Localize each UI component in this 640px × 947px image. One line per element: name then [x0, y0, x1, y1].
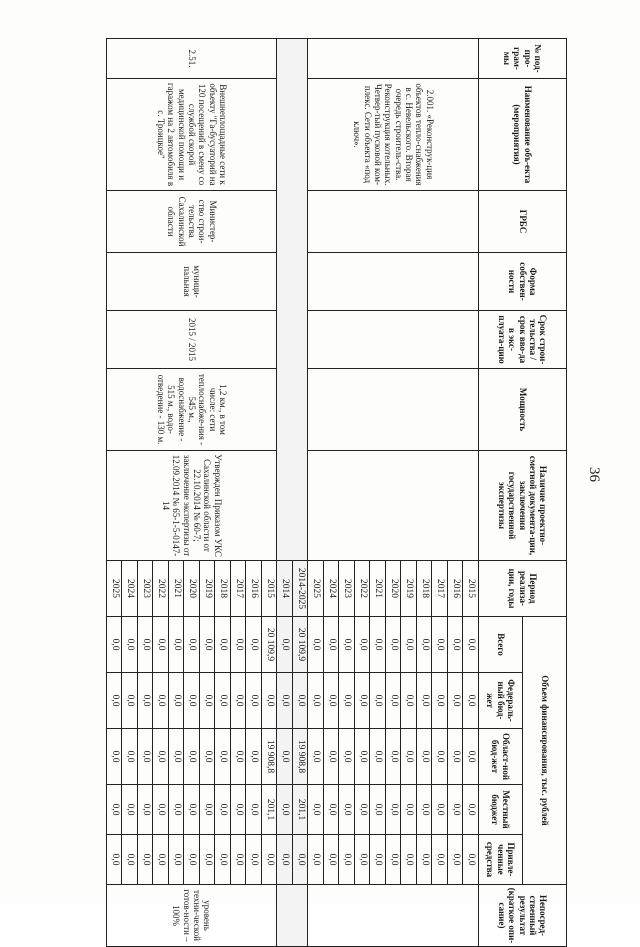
local-cell: 0,0	[324, 785, 340, 835]
period-cell: 2023	[138, 561, 154, 617]
local-cell: 0,0	[339, 785, 355, 835]
regional-cell: 19 908,8	[293, 729, 309, 785]
total-cell: 0,0	[246, 617, 262, 673]
period-cell: 2015	[262, 561, 278, 617]
local-cell: 0,0	[417, 785, 433, 835]
block2-num-cell: 2.51.	[107, 39, 278, 79]
local-cell: 0,0	[122, 785, 138, 835]
block2-term-cell: 2015 / 2015	[107, 311, 278, 369]
regional-cell: 0,0	[339, 729, 355, 785]
header-period: Период реализа-ции, годы	[479, 561, 567, 617]
local-cell: 0,0	[463, 785, 479, 835]
private-cell: 0,0	[386, 835, 402, 885]
regional-cell: 0,0	[308, 729, 324, 785]
local-cell: 0,0	[432, 785, 448, 835]
period-cell: 2017	[231, 561, 247, 617]
total-cell: 0,0	[231, 617, 247, 673]
total-cell: 0,0	[153, 617, 169, 673]
block1-empty-cell	[308, 451, 479, 561]
regional-cell: 0,0	[432, 729, 448, 785]
federal-cell: 0,0	[370, 673, 386, 729]
period-cell: 2017	[432, 561, 448, 617]
block1-empty-cell	[308, 253, 479, 311]
local-cell: 201,1	[293, 785, 309, 835]
local-cell: 0,0	[153, 785, 169, 835]
total-cell: 0,0	[107, 617, 123, 673]
period-cell: 2014-2025	[293, 561, 309, 617]
local-cell: 0,0	[231, 785, 247, 835]
private-cell: 0,0	[246, 835, 262, 885]
local-cell: 0,0	[355, 785, 371, 835]
private-cell: 0,0	[355, 835, 371, 885]
block1-empty-cell	[308, 191, 479, 253]
period-cell: 2024	[122, 561, 138, 617]
federal-cell: 0,0	[169, 673, 185, 729]
header-num: № под-про-грам-мы	[479, 39, 567, 79]
header-funding-group: Объем финансирования, тыс. рублей	[523, 617, 567, 885]
local-cell: 0,0	[308, 785, 324, 835]
block1-empty-cell	[308, 369, 479, 451]
block1-empty-cell	[308, 311, 479, 369]
total-cell: 0,0	[463, 617, 479, 673]
private-cell: 0,0	[448, 835, 464, 885]
table-body	[107, 39, 479, 947]
total-cell: 0,0	[169, 617, 185, 673]
period-cell: 2018	[417, 561, 433, 617]
regional-cell: 0,0	[231, 729, 247, 785]
regional-cell: 0,0	[138, 729, 154, 785]
header-grbs: ГРБС	[479, 191, 567, 253]
local-cell: 0,0	[246, 785, 262, 835]
total-cell: 0,0	[122, 617, 138, 673]
block1-name-cell: 2.001. «Реконструк-ция объектов тепло-снабжения в с. Невельского. Вторая очередь строитель-ства. Реконструкция котельных. Четвер-тый пусковой ком-плекс. Сети объекта «под ключ».	[308, 79, 479, 191]
private-cell: 0,0	[401, 835, 417, 885]
federal-cell: 0,0	[417, 673, 433, 729]
private-cell: 0,0	[169, 835, 185, 885]
private-cell: 0,0	[122, 835, 138, 885]
total-cell: 0,0	[417, 617, 433, 673]
header-federal: Федераль-ный бюд-жет	[479, 673, 523, 729]
period-cell: 2024	[324, 561, 340, 617]
private-cell: 0,0	[153, 835, 169, 885]
private-cell: 0,0	[324, 835, 340, 885]
header-term: Срок строи-тельства / срок вво-да в экс-плуата-цию	[479, 311, 567, 369]
total-cell: 0,0	[277, 617, 293, 673]
regional-cell: 0,0	[401, 729, 417, 785]
header-private: Привле-ченные средства	[479, 835, 523, 885]
local-cell: 0,0	[107, 785, 123, 835]
regional-cell: 0,0	[463, 729, 479, 785]
regional-cell: 0,0	[448, 729, 464, 785]
period-cell: 2022	[355, 561, 371, 617]
header-regional: Област-ной бюд-жет	[479, 729, 523, 785]
header-total: Всего	[479, 617, 523, 673]
regional-cell: 0,0	[324, 729, 340, 785]
private-cell: 0,0	[308, 835, 324, 885]
total-cell: 0,0	[370, 617, 386, 673]
local-cell: 0,0	[448, 785, 464, 835]
private-cell: 0,0	[277, 835, 293, 885]
period-cell: 2014	[277, 561, 293, 617]
block2-capacity-cell: 1,2 км., в том числе: сети теплоснабже-ния - 545 м., водоснабжение - 515 м., водо-отведение - 130 м.	[107, 369, 278, 451]
total-cell: 0,0	[324, 617, 340, 673]
federal-cell: 0,0	[122, 673, 138, 729]
federal-cell: 0,0	[153, 673, 169, 729]
federal-cell: 0,0	[262, 673, 278, 729]
total-cell: 20 109,9	[262, 617, 278, 673]
header-local: Местный бюджет	[479, 785, 523, 835]
total-cell: 0,0	[355, 617, 371, 673]
total-cell: 0,0	[386, 617, 402, 673]
total-cell: 0,0	[215, 617, 231, 673]
private-cell: 0,0	[138, 835, 154, 885]
private-cell: 0,0	[262, 835, 278, 885]
funding-table	[106, 38, 567, 947]
regional-cell: 0,0	[107, 729, 123, 785]
block2-grbs-cell: Министер-ство строи-тельства Сахалинской области	[107, 191, 278, 253]
total-cell: 20 109,9	[293, 617, 309, 673]
block2-docs-cell: Утвержден Приказом УКС Сахалинской области от 22.10.2014 № 60-7; заключение экспертизы от 12.09.2014 № 65-1-5-0147-14	[107, 451, 278, 561]
regional-cell: 0,0	[370, 729, 386, 785]
federal-cell: 0,0	[324, 673, 340, 729]
private-cell: 0,0	[200, 835, 216, 885]
regional-cell: 0,0	[153, 729, 169, 785]
total-span-cell	[277, 39, 308, 561]
local-cell: 201,1	[262, 785, 278, 835]
table-row	[262, 39, 278, 947]
federal-cell: 0,0	[277, 673, 293, 729]
block2-ownership-cell: муници-пальная	[107, 253, 278, 311]
private-cell: 0,0	[370, 835, 386, 885]
federal-cell: 0,0	[246, 673, 262, 729]
local-cell: 0,0	[138, 785, 154, 835]
federal-cell: 0,0	[401, 673, 417, 729]
header-docs: Наличие проектно-сметной документа-ции, заключения государственной экспертизы	[479, 451, 567, 561]
header-capacity: Мощность	[479, 369, 567, 451]
regional-cell: 19 908,8	[262, 729, 278, 785]
private-cell: 0,0	[107, 835, 123, 885]
federal-cell: 0,0	[355, 673, 371, 729]
total-cell: 0,0	[308, 617, 324, 673]
block1-result-cell	[308, 885, 479, 947]
local-cell: 0,0	[200, 785, 216, 835]
block1-num-cell	[308, 39, 479, 79]
table-row	[463, 39, 479, 947]
regional-cell: 0,0	[169, 729, 185, 785]
header-ownership: Форма собствен-ности	[479, 253, 567, 311]
federal-cell: 0,0	[107, 673, 123, 729]
federal-cell: 0,0	[386, 673, 402, 729]
period-cell: 2018	[215, 561, 231, 617]
block2-result-cell: уровень техни-ческой готов-ности – 100%	[107, 885, 278, 947]
federal-cell: 0,0	[200, 673, 216, 729]
period-cell: 2021	[169, 561, 185, 617]
block2-name-cell: Внешнеплощадные сети к объекту "Га-бусуаторий на 120 посещений в смену со службой скорой медицинской помощи и гаражом на 2 автомобиля в с. Троицкое"	[107, 79, 278, 191]
header-name: Наименование объ-екта (мероприятия)	[479, 79, 567, 191]
federal-cell: 0,0	[138, 673, 154, 729]
period-cell: 2025	[308, 561, 324, 617]
total-cell: 0,0	[138, 617, 154, 673]
private-cell: 0,0	[432, 835, 448, 885]
total-cell: 0,0	[401, 617, 417, 673]
period-cell: 2019	[200, 561, 216, 617]
total-cell: 0,0	[339, 617, 355, 673]
total-cell: 0,0	[448, 617, 464, 673]
period-cell: 2025	[107, 561, 123, 617]
total-result-cell	[277, 885, 308, 947]
page-number: 36	[586, 467, 602, 482]
regional-cell: 0,0	[386, 729, 402, 785]
total-cell: 0,0	[184, 617, 200, 673]
federal-cell: 0,0	[231, 673, 247, 729]
header-result: Непосред-ственный результат (краткое опи-сание)	[479, 885, 567, 947]
regional-cell: 0,0	[246, 729, 262, 785]
period-cell: 2022	[153, 561, 169, 617]
total-cell: 0,0	[200, 617, 216, 673]
local-cell: 0,0	[401, 785, 417, 835]
regional-cell: 0,0	[200, 729, 216, 785]
period-cell: 2023	[339, 561, 355, 617]
local-cell: 0,0	[386, 785, 402, 835]
federal-cell: 0,0	[293, 673, 309, 729]
federal-cell: 0,0	[184, 673, 200, 729]
private-cell: 0,0	[417, 835, 433, 885]
regional-cell: 0,0	[184, 729, 200, 785]
federal-cell: 0,0	[432, 673, 448, 729]
period-cell: 2016	[448, 561, 464, 617]
local-cell: 0,0	[370, 785, 386, 835]
federal-cell: 0,0	[339, 673, 355, 729]
federal-cell: 0,0	[463, 673, 479, 729]
private-cell: 0,0	[293, 835, 309, 885]
federal-cell: 0,0	[308, 673, 324, 729]
private-cell: 0,0	[215, 835, 231, 885]
period-cell: 2020	[184, 561, 200, 617]
period-cell: 2019	[401, 561, 417, 617]
regional-cell: 0,0	[355, 729, 371, 785]
regional-cell: 0,0	[122, 729, 138, 785]
period-cell: 2016	[246, 561, 262, 617]
period-cell: 2015	[463, 561, 479, 617]
local-cell: 0,0	[169, 785, 185, 835]
federal-cell: 0,0	[215, 673, 231, 729]
total-row	[293, 39, 309, 947]
regional-cell: 0,0	[417, 729, 433, 785]
total-cell: 0,0	[432, 617, 448, 673]
regional-cell: 0,0	[277, 729, 293, 785]
local-cell: 0,0	[277, 785, 293, 835]
private-cell: 0,0	[463, 835, 479, 885]
private-cell: 0,0	[231, 835, 247, 885]
period-cell: 2020	[386, 561, 402, 617]
local-cell: 0,0	[184, 785, 200, 835]
regional-cell: 0,0	[215, 729, 231, 785]
period-cell: 2021	[370, 561, 386, 617]
private-cell: 0,0	[184, 835, 200, 885]
local-cell: 0,0	[215, 785, 231, 835]
private-cell: 0,0	[339, 835, 355, 885]
federal-cell: 0,0	[448, 673, 464, 729]
rotated-table-sheet	[42, 38, 567, 944]
